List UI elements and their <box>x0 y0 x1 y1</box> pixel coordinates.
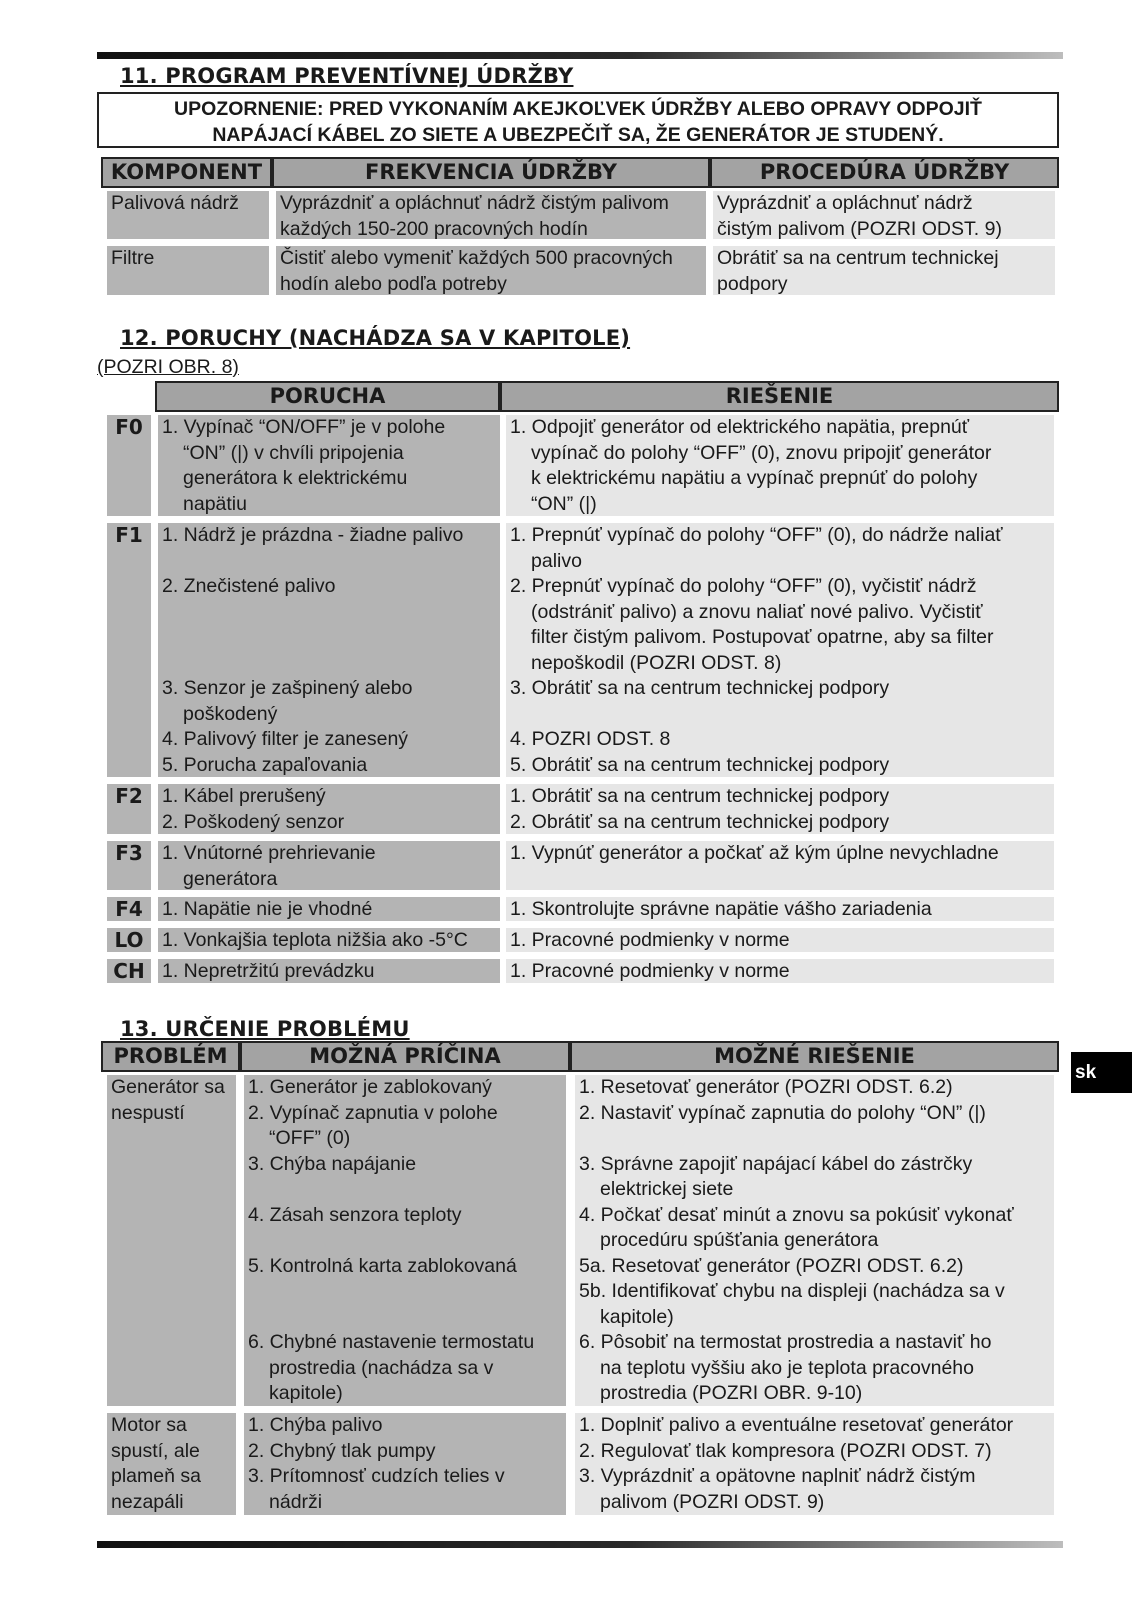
solution-cell <box>506 523 1054 777</box>
solution-cell <box>506 415 1054 516</box>
text-line: kapitole) <box>600 1305 674 1328</box>
text-line: každých 150-200 pracovných hodín <box>280 217 588 240</box>
maintenance-frequency-cell <box>276 191 706 239</box>
text-line: 2. Vypínač zapnutia v polohe <box>248 1101 498 1124</box>
solution-cell: 1. Skontrolujte správne napätie vášho zariadenia <box>506 897 1054 921</box>
problem-cell <box>107 1413 236 1515</box>
text-line: 5. Obrátiť sa na centrum technickej podpory <box>510 753 890 776</box>
solution-cell <box>575 1075 1054 1406</box>
fault-code: F0 <box>107 415 151 516</box>
text-line: 3. Správne zapojiť napájací kábel do zástrčky <box>579 1152 973 1175</box>
solution-cell <box>575 1413 1054 1515</box>
solution-cell <box>506 784 1054 834</box>
solution-cell: 1. Vypnúť generátor a počkať až kým úplne nevychladne <box>506 841 1054 890</box>
text-line: podpory <box>717 272 788 295</box>
text-line: 3. Senzor je zašpinený alebo <box>162 677 413 699</box>
fault-code: F3 <box>107 841 151 890</box>
text-line: palivo <box>531 549 582 572</box>
header-mozna-pricina: MOŽNÁ PRÍČINA <box>240 1041 570 1072</box>
maintenance-component-cell: Filtre <box>107 246 269 295</box>
text-line: 1. Nádrž je prázdna - žiadne palivo <box>162 524 464 546</box>
text-line: 4. Počkať desať minút a znovu sa pokúsiť vykonať <box>579 1203 1014 1226</box>
text-line: “OFF” (0) <box>269 1127 351 1149</box>
section-12-title: 12. PORUCHY (NACHÁDZA SA V KAPITOLE) <box>120 326 631 350</box>
fault-cell <box>158 415 500 516</box>
text-line: 1. Vypínač “ON/OFF” je v polohe <box>162 416 446 438</box>
text-line: vypínač do polohy “OFF” (0), znovu pripojiť generátor <box>531 441 992 464</box>
text-line: k elektrickému napätiu a vypínač prepnúť do polohy <box>531 467 978 489</box>
text-line: spustí, ale <box>111 1439 200 1462</box>
top-rule <box>97 52 1063 59</box>
text-line: 2. Znečistené palivo <box>162 575 336 597</box>
text-line: na teplotu vyššiu ako je teplota pracovného <box>600 1356 974 1379</box>
text-line: Obrátiť sa na centrum technickej <box>717 247 999 269</box>
cause-cell <box>244 1413 566 1515</box>
maintenance-component-cell: Palivová nádrž <box>107 191 269 239</box>
header-porucha: PORUCHA <box>155 381 500 412</box>
text-line: nepoškodil (POZRI ODST. 8) <box>531 651 782 674</box>
text-line: kapitole) <box>269 1382 343 1404</box>
fault-cell: 1. Napätie nie je vhodné <box>158 897 500 921</box>
text-line: elektrickej siete <box>600 1178 734 1200</box>
text-line: 1. Odpojiť generátor od elektrického napätia, prepnúť <box>510 416 970 438</box>
fault-cell <box>158 841 500 890</box>
text-line: 1. Chýba palivo <box>248 1414 383 1436</box>
text-line: generátora k elektrickému <box>183 467 408 489</box>
text-line: napätiu <box>183 492 247 515</box>
fault-cell <box>158 784 500 834</box>
text-line: hodín alebo podľa potreby <box>280 272 507 295</box>
text-line: Vyprázdniť a opláchnuť nádrž <box>717 192 973 214</box>
text-line: 1. Generátor je zablokovaný <box>248 1076 492 1098</box>
bottom-rule <box>97 1541 1063 1548</box>
text-line: 1. Resetovať generátor (POZRI ODST. 6.2) <box>579 1076 953 1098</box>
text-line: 5b. Identifikovať chybu na displeji (nachádza sa v <box>579 1280 1005 1302</box>
text-line: 4. Zásah senzora teploty <box>248 1203 462 1226</box>
text-line: (odstrániť palivo) a znovu naliať nové palivo. Vyčistiť <box>531 600 983 623</box>
header-problem: PROBLÉM <box>101 1041 240 1072</box>
header-frekvencia: FREKVENCIA ÚDRŽBY <box>272 157 710 188</box>
text-line: 1. Kábel prerušený <box>162 785 326 807</box>
section-13-title: 13. URČENIE PROBLÉMU <box>120 1017 410 1041</box>
text-line: 3. Vyprázdniť a opätovne naplniť nádrž čistým <box>579 1465 976 1487</box>
warning-box <box>97 92 1059 148</box>
maintenance-procedure-cell <box>713 191 1055 239</box>
header-mozne-riesenie: MOŽNÉ RIEŠENIE <box>570 1041 1059 1072</box>
text-line: nespustí <box>111 1101 185 1124</box>
text-line: poškodený <box>183 702 278 725</box>
text-line: “ON” (|) <box>531 492 597 515</box>
fault-code: F2 <box>107 784 151 834</box>
maintenance-frequency-cell <box>276 246 706 295</box>
text-line: 3. Obrátiť sa na centrum technickej podpory <box>510 677 890 699</box>
text-line: 5. Porucha zapaľovania <box>162 753 368 776</box>
text-line: prostredia (nachádza sa v <box>269 1356 494 1379</box>
text-line: Generátor sa <box>111 1076 225 1098</box>
text-line: 2. Prepnúť vypínač do polohy “OFF” (0), vyčistiť nádrž <box>510 575 977 597</box>
fault-code: F4 <box>107 897 151 921</box>
fault-cell: 1. Nepretržitú prevádzku <box>158 959 500 983</box>
text-line: 1. Vnútorné prehrievanie <box>162 842 376 864</box>
header-komponent: KOMPONENT <box>101 157 272 188</box>
text-line: 2. Regulovať tlak kompresora (POZRI ODST. 7) <box>579 1439 992 1462</box>
text-line: 6. Pôsobiť na termostat prostredia a nastaviť ho <box>579 1331 992 1353</box>
text-line: nádrži <box>269 1490 323 1513</box>
text-line: 6. Chybné nastavenie termostatu <box>248 1331 535 1353</box>
text-line: palivom (POZRI ODST. 9) <box>600 1490 825 1513</box>
text-line: čistým palivom (POZRI ODST. 9) <box>717 217 1002 240</box>
text-line: 1. Obrátiť sa na centrum technickej podpory <box>510 785 890 807</box>
text-line: nezapáli <box>111 1490 184 1513</box>
fault-cell <box>158 523 500 777</box>
text-line: prostredia (POZRI OBR. 9-10) <box>600 1382 863 1404</box>
language-tab: sk <box>1071 1052 1132 1093</box>
section-12-subtitle: (POZRI OBR. 8) <box>97 356 239 378</box>
fault-code: CH <box>107 959 151 983</box>
text-line: 2. Poškodený senzor <box>162 810 345 833</box>
text-line: plameň sa <box>111 1465 201 1487</box>
fault-code: F1 <box>107 523 151 777</box>
text-line: 2. Chybný tlak pumpy <box>248 1439 436 1462</box>
text-line: 3. Prítomnosť cudzích telies v <box>248 1465 505 1487</box>
text-line: 2. Nastaviť vypínač zapnutia do polohy “ON” (|) <box>579 1101 986 1124</box>
text-line: 3. Chýba napájanie <box>248 1152 417 1175</box>
warning-line: NAPÁJACÍ KÁBEL ZO SIETE A UBEZPEČIŤ SA, ŽE GENERÁTOR JE STUDENÝ. <box>212 124 944 146</box>
text-line: 1. Prepnúť vypínač do polohy “OFF” (0), do nádrže naliať <box>510 524 1003 546</box>
text-line: 1. Doplniť palivo a eventuálne resetovať generátor <box>579 1414 1014 1436</box>
fault-code: LO <box>107 928 151 952</box>
text-line: 5a. Resetovať generátor (POZRI ODST. 6.2) <box>579 1254 964 1277</box>
text-line: filter čistým palivom. Postupovať opatrne, aby sa filter <box>531 626 994 648</box>
header-procedura: PROCEDÚRA ÚDRŽBY <box>710 157 1059 188</box>
text-line: Čistiť alebo vymeniť každých 500 pracovných <box>280 247 673 269</box>
text-line: 4. Palivový filter je zanesený <box>162 728 409 750</box>
header-riesenie: RIEŠENIE <box>500 381 1059 412</box>
fault-cell: 1. Vonkajšia teplota nižšia ako -5°C <box>158 928 500 952</box>
solution-cell: 1. Pracovné podmienky v norme <box>506 928 1054 952</box>
text-line: 2. Obrátiť sa na centrum technickej podpory <box>510 810 890 833</box>
text-line: “ON” (|) v chvíli pripojenia <box>183 441 404 464</box>
maintenance-procedure-cell <box>713 246 1055 295</box>
text-line: Vyprázdniť a opláchnuť nádrž čistým palivom <box>280 192 669 214</box>
text-line: 4. POZRI ODST. 8 <box>510 728 671 750</box>
cause-cell <box>244 1075 566 1406</box>
text-line: generátora <box>183 867 278 890</box>
text-line: Motor sa <box>111 1414 187 1436</box>
section-11-title: 11. PROGRAM PREVENTÍVNEJ ÚDRŽBY <box>120 64 574 88</box>
text-line: procedúru spúšťania generátora <box>600 1229 879 1251</box>
text-line: 5. Kontrolná karta zablokovaná <box>248 1254 517 1277</box>
warning-line: UPOZORNENIE: PRED VYKONANÍM AKEJKOĽVEK ÚDRŽBY ALEBO OPRAVY ODPOJIŤ <box>174 98 982 120</box>
problem-cell <box>107 1075 236 1406</box>
solution-cell: 1. Pracovné podmienky v norme <box>506 959 1054 983</box>
